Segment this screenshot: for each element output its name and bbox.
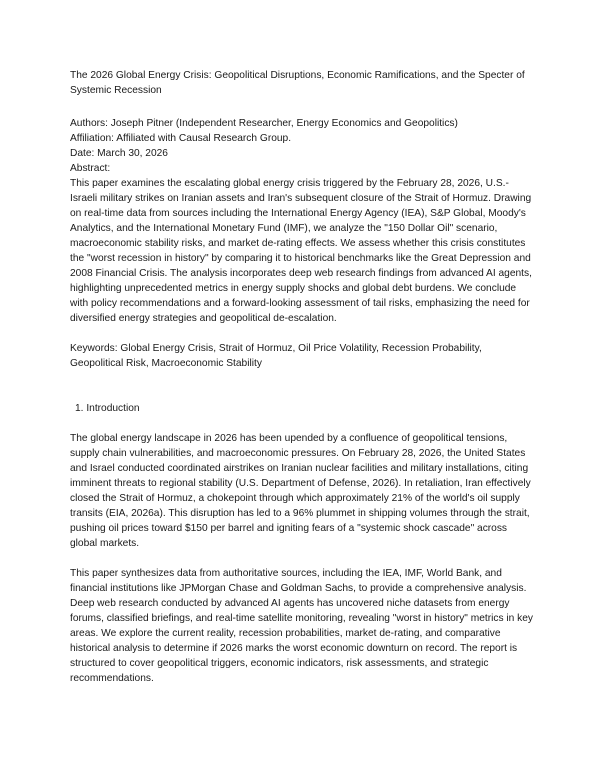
abstract-text: This paper examines the escalating global energy crisis triggered by the February 28, 2026, U.S.-Israeli military strikes on Iranian assets and Iran's subsequent closure of the Strait of Hormuz. Drawing on real-time data from sources including the International Energy Agency (IEA), S&P Global, Moody's Analytics, and the International Monetary Fund (IMF), we analyze the "150 Dollar Oil" scenario, macroeconomic stability risks, and market de-rating effects. We assess whether this crisis constitutes the "worst recession in history" by comparing it to historical benchmarks like the Great Depression and 2008 Financial Crisis. The analysis incorporates deep web research findings from advanced AI agents, highlighting unprecedented metrics in energy supply shocks and global debt burdens. We conclude with policy recommendations and a forward-looking assessment of tail risks, emphasizing the need for diversified energy strategies and geopolitical de-escalation. [70,178,532,324]
abstract-label: Abstract: [70,163,111,174]
keywords-line: Keywords: Global Energy Crisis, Strait of Hormuz, Oil Price Volatility, Recession Probability, Geopolitical Risk, Macroeconomic Stability [70,343,482,369]
affiliation-line: Affiliation: Affiliated with Causal Research Group. [70,133,292,144]
paper-title: The 2026 Global Energy Crisis: Geopolitical Disruptions, Economic Ramifications, and the Specter of Systemic Recession [70,70,525,96]
authors-line: Authors: Joseph Pitner (Independent Researcher, Energy Economics and Geopolitics) [70,118,458,129]
introduction-paragraph-1: The global energy landscape in 2026 has been upended by a confluence of geopolitical tensions, supply chain vulnerabilities, and macroeconomic pressures. On February 28, 2026, the United States and Israel conducted coordinated airstrikes on Iranian nuclear facilities and military installations, citing imminent threats to regional stability (U.S. Department of Defense, 2026). In retaliation, Iran effectively closed the Strait of Hormuz, a chokepoint through which approximately 21% of the world's oil supply transits (EIA, 2026a). This disruption has led to a 96% plummet in shipping volumes through the strait, pushing oil prices toward $150 per barrel and igniting fears of a "systemic shock cascade" across global markets. [70,433,531,549]
section-heading-introduction: 1. Introduction [75,403,140,414]
introduction-paragraph-2: This paper synthesizes data from authoritative sources, including the IEA, IMF, World Bank, and financial institutions like JPMorgan Chase and Goldman Sachs, to provide a comprehensive analysis. Deep web research conducted by advanced AI agents has uncovered niche datasets from energy forums, classified briefings, and real-time satellite monitoring, revealing "worst in history" metrics in key areas. We explore the current reality, recession probabilities, market de-rating, and comparative historical analysis to determine if 2026 marks the worst economic downturn on record. The report is structured to cover geopolitical triggers, economic indicators, risk assessments, and strategic recommendations. [70,568,534,684]
document-page [70,68,536,701]
date-line: Date: March 30, 2026 [70,148,168,159]
